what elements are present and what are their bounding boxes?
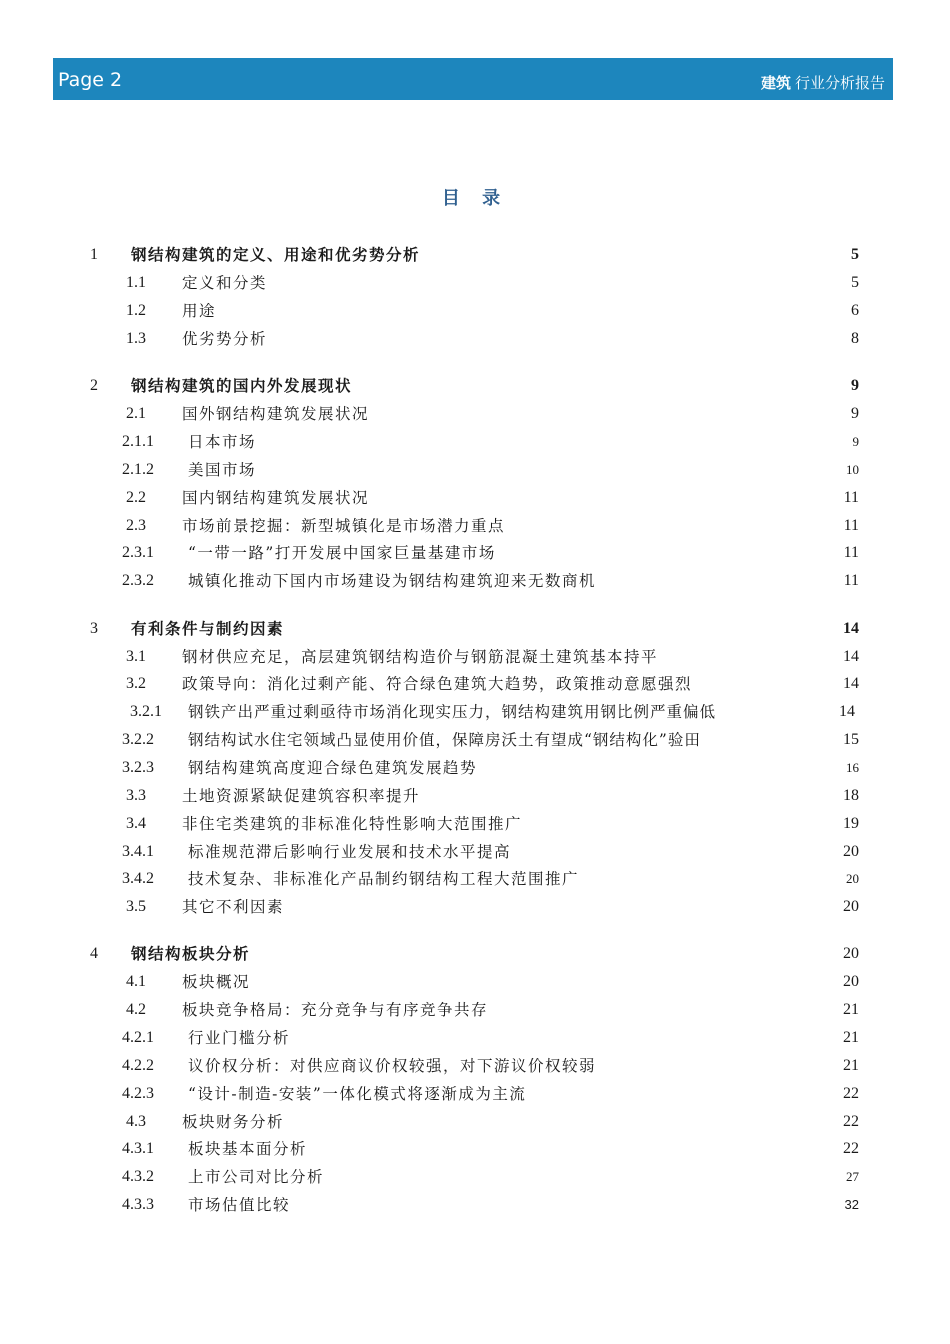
toc-entry[interactable] [0,486,950,510]
toc-entry[interactable] [0,1082,950,1106]
toc-entry-number: 1.3 [126,330,146,347]
toc-entry-page: 8 [851,330,859,347]
toc-entry[interactable] [0,327,950,351]
toc-entry-page: 11 [843,517,859,534]
toc-entry-number: 2.3.2 [122,572,154,589]
toc-entry-text: 行业门槛分析 [188,1029,291,1047]
toc-entry-page: 14 [843,648,859,665]
toc-entry-page: 21 [843,1057,859,1074]
toc-entry-text: 国外钢结构建筑发展状况 [182,405,370,423]
toc-entry[interactable] [0,1137,950,1161]
toc-entry-text: 用途 [182,302,217,320]
toc-entry[interactable] [0,672,950,696]
toc-entry[interactable] [0,895,950,919]
toc-entry-text: 市场前景挖掘：新型城镇化是市场潜力重点 [182,517,506,535]
toc-entry-page: 20 [843,973,859,990]
toc-entry[interactable] [0,458,950,482]
toc-entry-number: 4.2.3 [122,1085,154,1102]
toc-entry-page: 5 [851,246,859,263]
toc-entry-number: 2.3 [126,517,146,534]
toc-entry-page: 11 [843,544,859,561]
toc-entry-text: 优劣势分析 [182,330,268,348]
toc-entry-text: “一带一路”打开发展中国家巨量基建市场 [188,544,496,562]
toc-entry-page: 27 [846,1169,859,1184]
toc-entry-text: 钢铁产出严重过剩亟待市场消化现实压力，钢结构建筑用钢比例严重偏低 [188,703,717,721]
toc-entry-number: 4.3.3 [122,1196,154,1213]
toc-entry-number: 1 [90,246,98,263]
toc-entry-page: 9 [851,405,859,422]
toc-entry[interactable] [0,728,950,752]
toc-entry[interactable] [0,541,950,565]
toc-entry-number: 3.1 [126,648,146,665]
toc-entry-text: 钢结构试水住宅领域凸显使用价值，保障房沃土有望成“钢结构化”验田 [188,731,701,749]
toc-entry-text: 议价权分析：对供应商议价权较强，对下游议价权较弱 [188,1057,597,1075]
toc-entry-text: 板块概况 [182,973,251,991]
toc-entry-number: 3.2.3 [122,759,154,776]
toc-entry-number: 4.3 [126,1113,146,1130]
toc-entry-number: 4.2.2 [122,1057,154,1074]
toc-entry-text: 板块财务分析 [182,1113,285,1131]
toc-entry[interactable] [0,617,950,641]
toc-entry-page: 20 [846,871,859,886]
toc-entry-page: 20 [843,843,859,860]
toc-entry-page: 22 [843,1113,859,1130]
toc-entry-number: 3.4 [126,815,146,832]
toc-entry-number: 3.4.1 [122,843,154,860]
toc-entry-page: 19 [843,815,859,832]
toc-entry-number: 4.1 [126,973,146,990]
toc-entry[interactable] [0,1026,950,1050]
toc-entry-number: 4.2 [126,1001,146,1018]
toc-entry-text: 市场估值比较 [188,1196,291,1214]
toc-entry-text: 非住宅类建筑的非标准化特性影响大范围推广 [182,815,523,833]
toc-entry-number: 3.2 [126,675,146,692]
toc-entry-page: 15 [843,731,859,748]
toc-entry-text: 政策导向：消化过剩产能、符合绿色建筑大趋势，政策推动意愿强烈 [182,675,693,693]
toc-entry-number: 3.3 [126,787,146,804]
toc-entry-page: 11 [843,489,859,506]
toc-entry[interactable] [0,299,950,323]
toc-entry-text: 板块竞争格局：充分竞争与有序竞争共存 [182,1001,489,1019]
toc-entry-text: 钢材供应充足，高层建筑钢结构造价与钢筋混凝土建筑基本持平 [182,648,659,666]
toc-entry[interactable] [0,1110,950,1134]
toc-entry[interactable] [0,756,950,780]
toc-entry-page: 14 [843,675,859,692]
toc-entry-text: 钢结构建筑高度迎合绿色建筑发展趋势 [188,759,478,777]
toc-entry[interactable] [0,840,950,864]
toc-entry-number: 1.2 [126,302,146,319]
toc-entry[interactable] [0,1054,950,1078]
toc-entry-number: 1.1 [126,274,146,291]
toc-entry-text: 定义和分类 [182,274,268,292]
toc-entry-number: 3.2.2 [122,731,154,748]
toc-entry[interactable] [0,243,950,267]
toc-entry-number: 3.4.2 [122,870,154,887]
toc-entry-number: 4 [90,945,98,962]
toc-entry[interactable] [0,430,950,454]
toc-entry-number: 4.3.2 [122,1168,154,1185]
toc-entry-page: 14 [839,703,855,720]
toc-entry[interactable] [0,700,950,724]
toc-entry-text: “设计-制造-安装”一体化模式将逐渐成为主流 [188,1085,527,1103]
toc-entry-page: 32 [844,1197,859,1212]
toc-entry-text: 标准规范滞后影响行业发展和技术水平提高 [188,843,512,861]
toc-entry-page: 20 [843,898,859,915]
toc-entry-text: 钢结构建筑的国内外发展现状 [131,376,353,395]
toc-entry-number: 2.1.1 [122,433,154,450]
toc-entry-page: 18 [843,787,859,804]
toc-entry-text: 板块基本面分析 [188,1140,308,1158]
toc-entry-page: 9 [852,434,859,449]
toc-entry-page: 22 [843,1085,859,1102]
toc-entry-number: 2.2 [126,489,146,506]
toc-entry-text: 钢结构建筑的定义、用途和优劣势分析 [131,245,421,264]
toc-entry-number: 2.1.2 [122,461,154,478]
toc-entry-text: 国内钢结构建筑发展状况 [182,489,370,507]
toc-entry-page: 14 [843,620,859,637]
toc-entry-page: 10 [846,462,859,477]
toc-entry[interactable] [0,1193,950,1217]
toc-entry-text: 土地资源紧缺促建筑容积率提升 [182,787,421,805]
toc-entry-page: 11 [843,572,859,589]
toc-entry-number: 3.2.1 [130,703,162,720]
toc-entry-page: 21 [843,1001,859,1018]
toc-entry-number: 3 [90,620,98,637]
toc-entry-page: 9 [851,377,859,394]
toc-entry[interactable] [0,1165,950,1189]
toc-entry[interactable] [0,998,950,1022]
toc-entry-text: 钢结构板块分析 [131,944,251,963]
toc-entry-text: 日本市场 [188,433,257,451]
toc-entry-number: 2.3.1 [122,544,154,561]
toc-entry-page: 22 [843,1140,859,1157]
toc-entry[interactable] [0,271,950,295]
toc-entry[interactable] [0,867,950,891]
report-category-strong: 建筑 [760,74,791,92]
toc-entry-number: 2 [90,377,98,394]
toc-entry-text: 上市公司对比分析 [188,1168,325,1186]
toc-entry-number: 4.2.1 [122,1029,154,1046]
toc-entry[interactable] [0,374,950,398]
toc-entry[interactable] [0,812,950,836]
report-category-rest: 行业分析报告 [794,74,885,92]
page-number-label: Page 2 [58,69,123,91]
toc-entry[interactable] [0,970,950,994]
toc-entry[interactable] [0,402,950,426]
toc-entry[interactable] [0,942,950,966]
toc-title: 目 录 [441,188,509,209]
toc-entry-number: 2.1 [126,405,146,422]
toc-entry-text: 其它不利因素 [182,898,285,916]
toc-entry[interactable] [0,514,950,538]
toc-entry[interactable] [0,569,950,593]
toc-entry-page: 6 [851,302,859,319]
toc-entry-page: 20 [843,945,859,962]
toc-entry-number: 4.3.1 [122,1140,154,1157]
toc-entry-page: 16 [846,760,859,775]
toc-entry-text: 美国市场 [188,461,257,479]
toc-entry-text: 城镇化推动下国内市场建设为钢结构建筑迎来无数商机 [188,572,597,590]
toc-entry-text: 技术复杂、非标准化产品制约钢结构工程大范围推广 [188,870,580,888]
toc-entry-number: 3.5 [126,898,146,915]
toc-entry-text: 有利条件与制约因素 [131,619,285,638]
toc-entry-page: 21 [843,1029,859,1046]
toc-entry[interactable] [0,784,950,808]
toc-entry-page: 5 [851,274,859,291]
toc-entry[interactable] [0,645,950,669]
